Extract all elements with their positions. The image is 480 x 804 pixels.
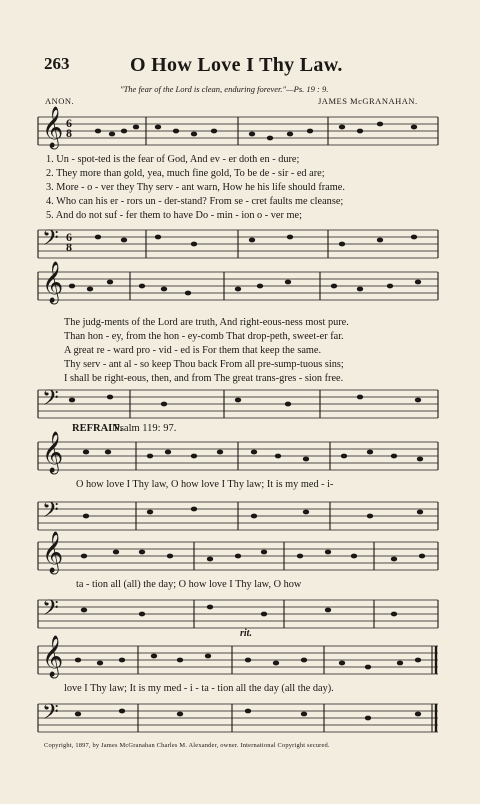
refrain-reference: Psalm 119: 97. — [114, 423, 177, 434]
bass-clef-icon: 𝄢 — [42, 226, 59, 256]
verse-line-5: I shall be right-eous, then, and from The great trans-gres - sion free. — [64, 373, 344, 384]
treble-clef-icon: 𝄞 — [42, 107, 64, 148]
verse-line-2: Than hon - ey, from the hon - ey-comb That drop-peth, sweet-er far. — [64, 331, 344, 342]
verse-line-1: 1. Un - spot-ted is the fear of God, And ev - er doth en - dure; — [46, 154, 300, 165]
verse-line-4: 4. Who can his er - rors un - der-stand? From se - cret faults me cleanse; — [46, 196, 344, 207]
verse-line-1: The judg-ments of the Lord are truth, And right-eous-ness most pure. — [64, 317, 349, 328]
treble-clef-icon: 𝄞 — [42, 636, 64, 677]
bass-clef-icon: 𝄢 — [42, 700, 59, 730]
time-signature: 6 8 — [66, 230, 72, 254]
scripture-epigraph: "The fear of the Lord is clean, enduring forever."—Ps. 19 : 9. — [120, 84, 329, 94]
refrain-label: REFRAIN. — [72, 423, 123, 434]
bass-clef-icon: 𝄢 — [42, 596, 59, 626]
bass-staff — [38, 500, 438, 532]
refrain-lyric-line-3: love I Thy law; It is my med - i - ta - tion all the day (all the day). — [64, 683, 334, 694]
verse-line-4: Thy serv - ant al - so keep Thou back From all pre-sump-tuous sins; — [64, 359, 344, 370]
treble-clef-icon: 𝄞 — [42, 262, 64, 303]
treble-clef-icon: 𝄞 — [42, 432, 64, 473]
tempo-marking: rit. — [240, 628, 252, 639]
verse-line-5: 5. And do not suf - fer them to have Do - min - ion o - ver me; — [46, 210, 302, 221]
verse-line-3: 3. More - o - ver they Thy serv - ant warn, How he his life should frame. — [46, 182, 345, 193]
hymn-title: O How Love I Thy Law. — [130, 54, 343, 76]
verse-line-2: 2. They more than gold, yea, much fine gold, To be de - sir - ed are; — [46, 168, 325, 179]
hymn-number: 263 — [44, 54, 70, 73]
treble-staff — [38, 270, 438, 302]
composer-credit: JAMES McGRANAHAN. — [318, 96, 418, 106]
verse-line-3: A great re - ward pro - vid - ed is For them that keep the same. — [64, 345, 322, 356]
bass-staff — [38, 388, 438, 420]
refrain-lyric-line-1: O how love I Thy law, O how love I Thy law; It is my med - i- — [76, 479, 334, 490]
treble-staff — [38, 115, 438, 147]
copyright-notice: Copyright, 1897, by James McGranahan Charles M. Alexander, owner. International Copyright secured. — [44, 742, 330, 749]
bass-clef-icon: 𝄢 — [42, 386, 59, 416]
treble-clef-icon: 𝄞 — [42, 532, 64, 573]
refrain-lyric-line-2: ta - tion all (all) the day; O how love I Thy law, O how — [76, 579, 302, 590]
treble-staff — [38, 644, 438, 676]
tune-attribution: ANON. — [45, 96, 75, 106]
treble-staff — [38, 540, 438, 572]
bass-clef-icon: 𝄢 — [42, 498, 59, 528]
bass-staff — [38, 702, 438, 734]
bass-staff — [38, 598, 438, 630]
time-signature: 6 8 — [66, 116, 72, 140]
bass-staff — [38, 228, 438, 260]
treble-staff — [38, 440, 438, 472]
